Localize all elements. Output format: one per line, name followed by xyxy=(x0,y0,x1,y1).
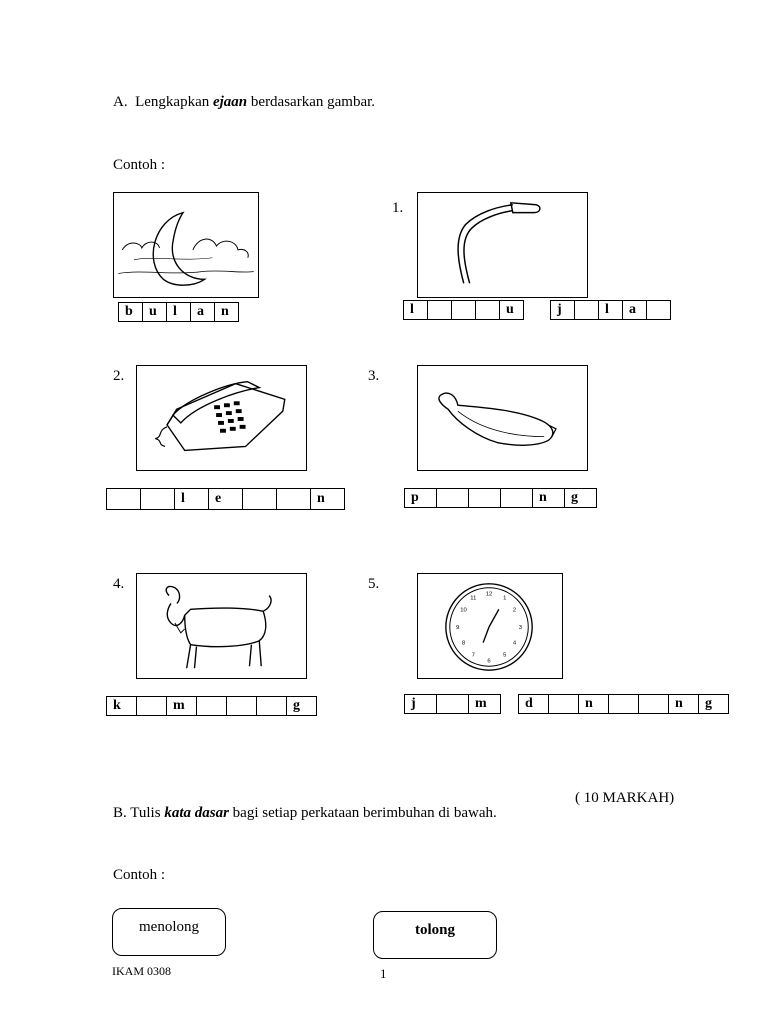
letter-box xyxy=(647,300,671,320)
answer-row-1b xyxy=(550,300,671,320)
letter-box xyxy=(137,696,167,716)
section-b-keyword: kata dasar xyxy=(164,805,229,821)
wall-clock-picture xyxy=(417,573,563,679)
section-a-text-end: berdasarkan gambar. xyxy=(247,94,376,110)
letter-box: l xyxy=(175,488,209,510)
example-affixed-word: menolong xyxy=(139,919,199,935)
letter-box xyxy=(501,488,533,508)
letter-box: g xyxy=(287,696,317,716)
letter-box: g xyxy=(565,488,597,508)
letter-box: b xyxy=(119,302,143,322)
section-b-instruction xyxy=(113,805,497,822)
letter-box xyxy=(277,488,311,510)
letter-box: a xyxy=(623,300,647,320)
section-b-text: Tulis xyxy=(130,805,165,821)
answer-row-example xyxy=(118,302,239,322)
letter-box: k xyxy=(107,696,137,716)
letter-box xyxy=(476,300,500,320)
street-lamp-picture xyxy=(417,192,588,298)
letter-box xyxy=(437,488,469,508)
letter-box: l xyxy=(404,300,428,320)
svg-text:10: 10 xyxy=(460,607,467,614)
page-number: 1 xyxy=(380,966,387,981)
letter-box: g xyxy=(699,694,729,714)
answer-row-4 xyxy=(106,696,317,716)
letter-box: n xyxy=(669,694,699,714)
answer-row-5b xyxy=(518,694,729,714)
letter-box xyxy=(575,300,599,320)
svg-text:6: 6 xyxy=(487,658,491,665)
letter-box xyxy=(227,696,257,716)
letter-box: j xyxy=(405,694,437,714)
letter-box xyxy=(469,488,501,508)
goat-picture xyxy=(136,573,307,679)
answer-row-1a xyxy=(403,300,524,320)
letter-box: n xyxy=(215,302,239,322)
contoh-label: Contoh : xyxy=(113,157,166,173)
letter-box xyxy=(609,694,639,714)
svg-text:2: 2 xyxy=(512,607,517,614)
answer-row-2 xyxy=(106,488,345,510)
section-b-text-end: bagi setiap perkataan berimbuhan di bawah. xyxy=(228,805,497,821)
svg-text:9: 9 xyxy=(455,624,460,631)
svg-text:1: 1 xyxy=(503,595,507,602)
section-b-label: B. xyxy=(113,805,127,821)
moon-picture xyxy=(113,192,259,298)
item-number: 3. xyxy=(368,368,380,384)
letter-box: a xyxy=(191,302,215,322)
letter-box xyxy=(549,694,579,714)
svg-text:4: 4 xyxy=(512,640,517,647)
section-a-text: Lengkapkan xyxy=(135,94,213,110)
telephone-picture xyxy=(136,365,307,471)
letter-box xyxy=(428,300,452,320)
letter-box: n xyxy=(579,694,609,714)
letter-box: m xyxy=(469,694,501,714)
letter-box xyxy=(452,300,476,320)
letter-box xyxy=(141,488,175,510)
answer-row-5a xyxy=(404,694,501,714)
item-number: 5. xyxy=(368,576,380,592)
item-number: 1. xyxy=(392,200,404,216)
letter-box xyxy=(243,488,277,510)
letter-box xyxy=(437,694,469,714)
svg-text:11: 11 xyxy=(470,595,477,602)
footer-code: IKAM 0308 xyxy=(112,964,171,978)
letter-box: u xyxy=(500,300,524,320)
item-number: 4. xyxy=(113,576,125,592)
letter-box xyxy=(639,694,669,714)
section-a-label: A. xyxy=(113,94,128,110)
wall-clock-icon xyxy=(418,574,562,678)
svg-text:7: 7 xyxy=(471,652,475,659)
letter-box: l xyxy=(599,300,623,320)
example-root-word-box xyxy=(373,911,497,959)
street-lamp-icon xyxy=(418,193,587,297)
goat-icon xyxy=(137,574,306,678)
letter-box xyxy=(107,488,141,510)
letter-box: d xyxy=(519,694,549,714)
letter-box: n xyxy=(311,488,345,510)
section-a-keyword: ejaan xyxy=(212,94,248,110)
svg-text:3: 3 xyxy=(518,624,523,631)
svg-text:12: 12 xyxy=(485,591,493,598)
banana-icon xyxy=(418,366,587,470)
svg-text:5: 5 xyxy=(503,652,507,659)
item-number: 2. xyxy=(113,368,125,384)
letter-box: u xyxy=(143,302,167,322)
letter-box: m xyxy=(167,696,197,716)
example-root-word: tolong xyxy=(414,922,455,938)
marks-label: ( 10 MARKAH) xyxy=(575,790,675,806)
contoh-b-label: Contoh : xyxy=(113,867,166,883)
telephone-icon xyxy=(137,366,306,470)
letter-box: j xyxy=(551,300,575,320)
letter-box: n xyxy=(533,488,565,508)
letter-box xyxy=(197,696,227,716)
letter-box: l xyxy=(167,302,191,322)
letter-box: p xyxy=(405,488,437,508)
answer-row-3 xyxy=(404,488,597,508)
example-affixed-word-box xyxy=(112,908,226,956)
banana-picture xyxy=(417,365,588,471)
moon-icon xyxy=(114,193,258,297)
letter-box xyxy=(257,696,287,716)
letter-box: e xyxy=(209,488,243,510)
section-a-instruction xyxy=(113,94,375,111)
svg-text:8: 8 xyxy=(461,640,466,647)
